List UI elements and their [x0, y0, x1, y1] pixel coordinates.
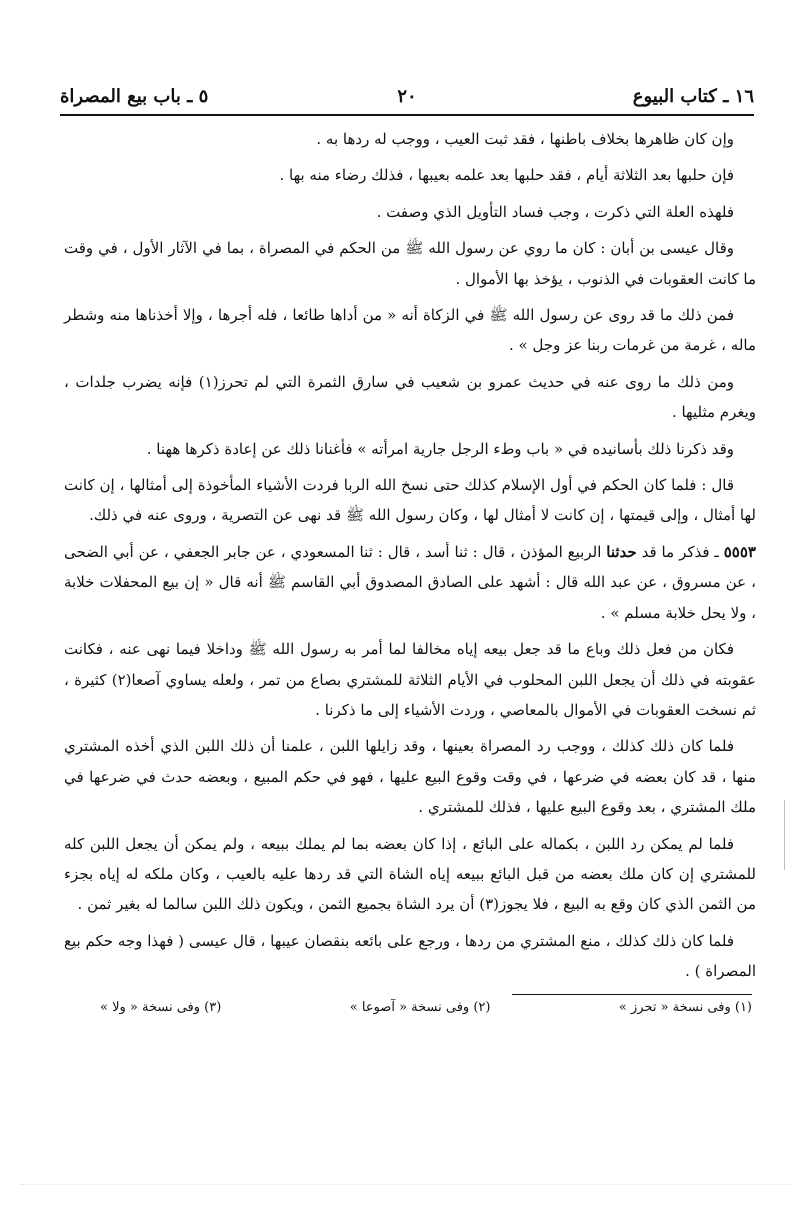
- footnote-1: (١) وفى نسخة « تحرز »: [618, 1000, 752, 1015]
- footnote-3: (٣) وفى نسخة « ولا »: [100, 1000, 222, 1015]
- main-text: [64, 124, 756, 993]
- margin-mark: [784, 800, 785, 870]
- scan-edge: [20, 1184, 790, 1187]
- paragraph: وقال عيسى بن أبان : كان ما روي عن رسول الله ﷺ من الحكم في المصراة ، بما في الآثار الأول ، في وقت ما كانت العقوبات في الذنوب ، يؤخذ بها الأموال .: [64, 239, 756, 288]
- paragraph: فإن حلبها بعد الثلاثة أيام ، فقد حلبها بعد علمه بعيبها ، فذلك رضاء منه بها .: [279, 166, 734, 185]
- paragraph: قال : فلما كان الحكم في أول الإسلام كذلك حتى نسخ الله الربا فردت الأشياء المأخوذة إلى أمثالها ، إن كانت لها أمثال ، وإلى قيمتها ، إن كانت لا أمثال لها ، وكان رسول الله ﷺ قد نهى عن التصرية ، وروى عنه في ذلك.: [64, 476, 756, 525]
- hadith-entry: [64, 537, 756, 628]
- hadith-text: الربيع المؤذن ، قال : ثنا أسد ، قال : ثنا المسعودي ، عن جابر الجعفي ، عن أبي الضحى ، عن مسروق ، عن عبد الله قال : أشهد على الصادق المصدوق أبي القاسم ﷺ أنه قال « إن بيع المحفلات خلابة ، ولا يحل خلابة مسلم » .: [64, 542, 756, 622]
- footnotes: [100, 1000, 752, 1015]
- paragraph: فمن ذلك ما قد روى عن رسول الله ﷺ في الزكاة أنه « من أداها طائعا ، فله أجرها ، وإلا أخذناها منه وشطر ماله ، غرمة من غرمات ربنا عز وجل » .: [64, 306, 756, 355]
- paragraph: ومن ذلك ما روى عنه في حديث عمرو بن شعيب في سارق الثمرة التي لم تحرز(١) فإنه يضرب جلدات ، ويغرم مثليها .: [64, 372, 756, 422]
- header-chapter-title: ٥ ـ باب بيع المصراة: [60, 86, 209, 107]
- running-header: [60, 84, 754, 114]
- footnote-divider: [512, 994, 752, 995]
- paragraph: فلما كان ذلك كذلك ، ووجب رد المصراة بعينها ، وقد زايلها اللبن ، علمنا أن ذلك اللبن الذي أخذه المشتري منها ، قد كان بعضه في ضرعها ، في وقت وقوع البيع عليها ، فهو في حكم المبيع ، وبعضه حدث في ضرعها في ملك المشتري ، بعد وقوع البيع عليها ، فذلك للمشتري .: [64, 737, 756, 817]
- hadith-keyword: حدثنا: [606, 542, 637, 561]
- footnote-2: (٢) وفى نسخة « آصوعا »: [349, 1000, 491, 1015]
- header-divider: [60, 114, 754, 116]
- hadith-intro: ـ فذكر ما قد: [641, 542, 719, 561]
- hadith-number: ٥٥٥٣: [723, 542, 756, 561]
- paragraph: فكان من فعل ذلك وباع ما قد جعل بيعه إياه مخالفا لما أمر به رسول الله ﷺ وداخلا فيما نهى عنه ، فكانت عقوبته في ذلك أن يجعل اللبن المحلوب في الأيام الثلاثة للمشتري بصاع من تمر ، ولعله يساوي آصعا(٢) كثيرة ، ثم نسخت العقوبات في الأموال بالمعاصي ، وردت الأشياء إلى ما ذكرنا .: [64, 640, 756, 719]
- paragraph: وقد ذكرنا ذلك بأسانيده في « باب وطء الرجل جارية امرأته » فأغنانا ذلك عن إعادة ذكرها ههنا .: [146, 439, 734, 458]
- paragraph: وإن كان ظاهرها بخلاف باطنها ، فقد ثبت العيب ، ووجب له ردها به .: [316, 130, 734, 148]
- paragraph: فلما كان ذلك كذلك ، منع المشتري من ردها ، ورجع على بائعه بنقصان عيبها ، قال عيسى ( فهذا وجه حكم بيع المصراة ) .: [64, 931, 756, 981]
- paragraph: فلهذه العلة التي ذكرت ، وجب فساد التأويل الذي وصفت .: [376, 202, 734, 221]
- paragraph: فلما لم يمكن رد اللبن ، بكماله على البائع ، إذا كان بعضه بما لم يملك ببيعه ، ولم يمكن أن يجعل اللبن كله للمشتري إن كان ملك بعضه من قبل البائع ببيعه إياه الشاة التي قد ردها عليه بالعيب ، وكان ملكه له إياه بجزء من الثمن الذي كان وقع به البيع ، فلا يجوز(٣) أن يرد الشاة بجميع الثمن ، ويكون ذلك اللبن سالما له بغير ثمن .: [64, 834, 756, 914]
- header-book-title: ١٦ ـ كتاب البيوع: [632, 86, 754, 107]
- page-number: ٢٠: [397, 86, 417, 107]
